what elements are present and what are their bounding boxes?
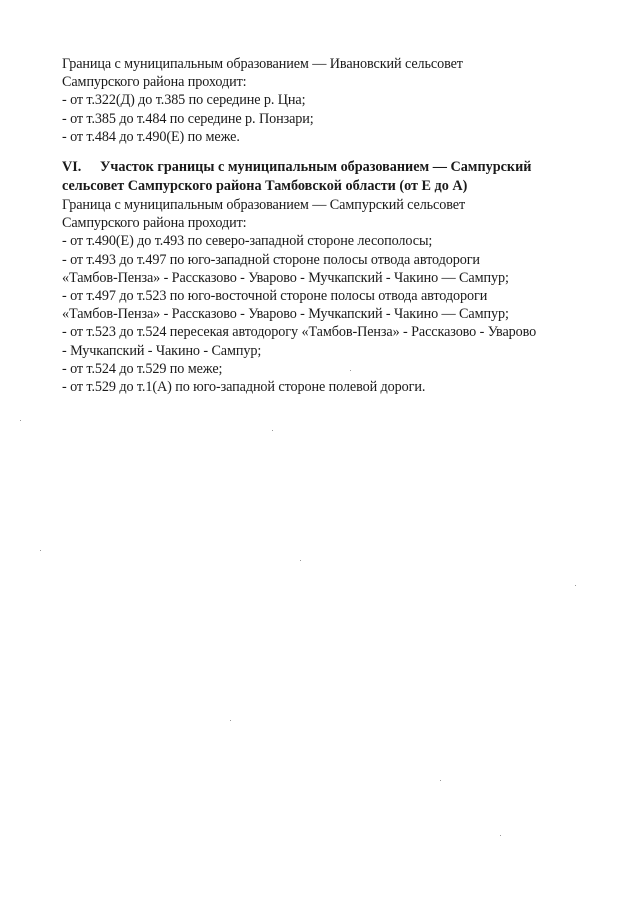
text-line: Сампурского района проходит: [62, 74, 247, 91]
text-line: - Мучкапский - Чакино - Сампур; [62, 342, 262, 359]
text-line: - от т.484 до т.490(Е) по меже. [62, 128, 240, 145]
text-line: - от т.523 до т.524 пересекая автодорогу «Тамбов-Пенза» - Рассказово - Уварово [62, 324, 537, 341]
text-line: - от т.322(Д) до т.385 по середине р. Цна; [62, 92, 306, 109]
section-number: VI. [62, 159, 82, 175]
text-line: - от т.385 до т.484 по середине р. Понзари; [62, 110, 314, 127]
section-title-line-2: сельсовет Сампурского района Тамбовской области (от Е до А) [62, 178, 468, 194]
text-line: - от т.493 до т.497 по юго-западной стороне полосы отвода автодороги [62, 251, 480, 268]
text-line: - от т.497 до т.523 по юго-восточной стороне полосы отвода автодороги [62, 288, 488, 305]
previous-section-text [62, 55, 602, 146]
text-line: Сампурского района проходит: [62, 215, 247, 232]
section-title-line-1: Участок границы с муниципальным образованием — Сампурский [100, 159, 532, 175]
text-line: «Тамбов-Пенза» - Рассказово - Уварово - Мучкапский - Чакино — Сампур; [62, 306, 509, 323]
text-line: - от т.529 до т.1(А) по юго-западной стороне полевой дороги. [62, 379, 426, 396]
text-line: - от т.490(Е) до т.493 по северо-западной стороне лесополосы; [62, 233, 433, 250]
section-body-text [62, 196, 602, 396]
text-line: - от т.524 до т.529 по меже; [62, 360, 223, 377]
text-line: «Тамбов-Пенза» - Рассказово - Уварово - Мучкапский - Чакино — Сампур; [62, 269, 509, 286]
section-heading [62, 158, 602, 196]
text-line: Граница с муниципальным образованием — Сампурский сельсовет [62, 197, 466, 213]
text-line: Граница с муниципальным образованием — Ивановский сельсовет [62, 56, 463, 72]
